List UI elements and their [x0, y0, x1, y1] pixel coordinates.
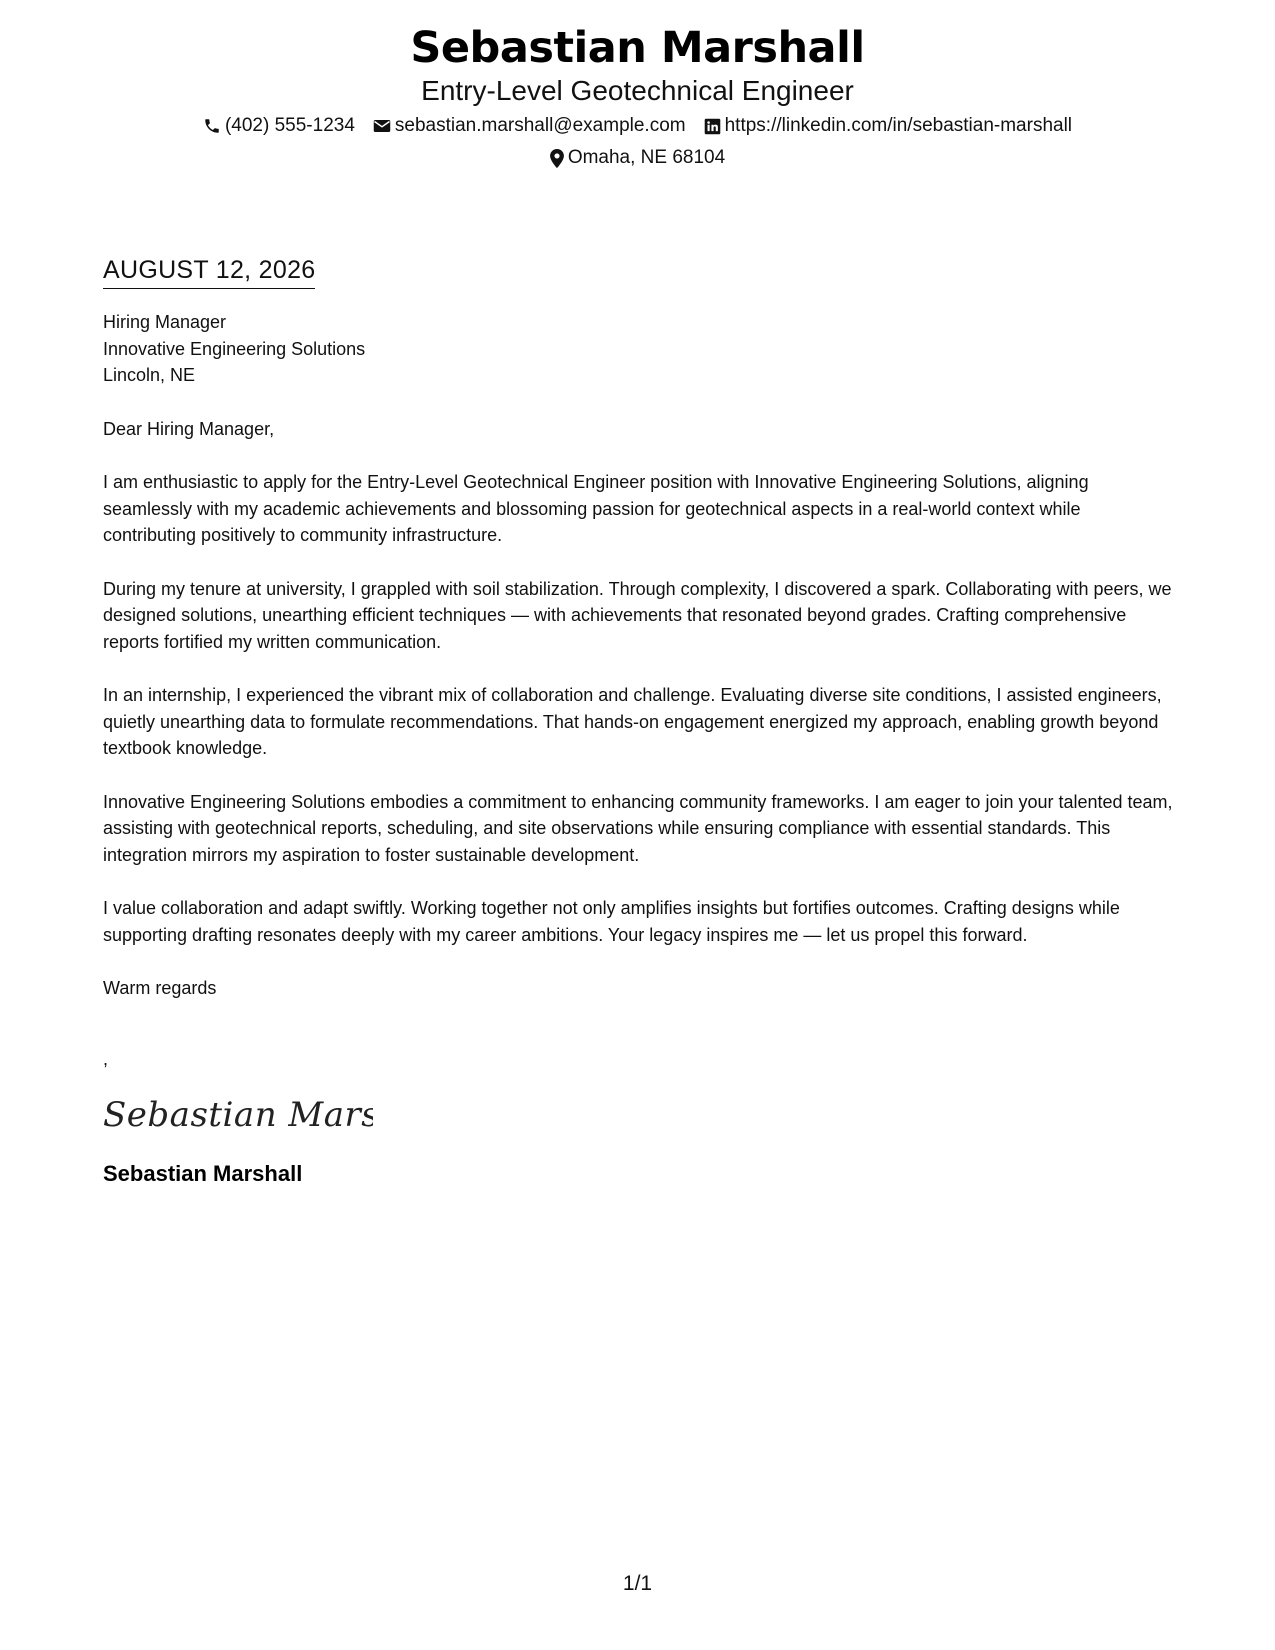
- contact-row: [0, 113, 1275, 139]
- page-number: 1/1: [622, 1572, 653, 1595]
- linkedin-icon: [704, 118, 721, 135]
- letter-date: AUGUST 12, 2026: [103, 254, 315, 289]
- linkedin-link[interactable]: https://linkedin.com/in/sebastian-marshall: [724, 115, 1073, 136]
- recipient-title: Hiring Manager: [103, 312, 227, 332]
- contact-location: [550, 145, 725, 171]
- signature-image: [103, 1088, 1178, 1140]
- contact-phone: [203, 113, 355, 139]
- closing: Warm regards: [103, 978, 217, 998]
- contact-email: [373, 113, 686, 139]
- paragraph: I value collaboration and adapt swiftly. Working together not only amplifies insights but fortifies outcomes. Crafting designs while supporting drafting resonates deeply with my career ambitions. Your legacy inspires me — let us propel this forward.: [103, 898, 1120, 945]
- signature-text: Sebastian Marsh: [103, 1094, 373, 1135]
- contact-linkedin: [704, 113, 1072, 139]
- paragraph: During my tenure at university, I grappled with soil stabilization. Through complexity, I discovered a spark. Collaborating with peers, we designed solutions, unearthing efficient techniques — with achievements that resonated beyond grades. Crafting comprehensive reports fortified my written communication.: [103, 578, 1172, 652]
- contact-row-location: [0, 145, 1275, 171]
- email-link[interactable]: sebastian.marshall@example.com: [394, 115, 686, 136]
- paragraph: Innovative Engineering Solutions embodies a commitment to enhancing community frameworks. I am eager to join your talented team, assisting with geotechnical reports, scheduling, and site observations while ensuring compliance with essential standards. This integration mirrors my aspiration to foster sustainable development.: [103, 791, 1173, 865]
- job-title: Entry-Level Geotechnical Engineer: [421, 75, 854, 106]
- location-text: Omaha, NE 68104: [567, 147, 726, 168]
- applicant-name: Sebastian Marshall: [410, 23, 865, 73]
- map-marker-icon: [550, 149, 564, 168]
- greeting: Dear Hiring Manager,: [103, 418, 275, 439]
- letter-header: [0, 22, 1275, 171]
- phone-text: (402) 555-1234: [224, 115, 355, 136]
- paragraph: I am enthusiastic to apply for the Entry-Level Geotechnical Engineer position with Innovative Engineering Solutions, aligning seamlessly with my academic achievements and blossoming passion for geotechnical aspects in a real-world context while contributing positively to community infrastructure.: [103, 472, 1089, 545]
- recipient-location: Lincoln, NE: [103, 365, 196, 385]
- paragraph: In an internship, I experienced the vibrant mix of collaboration and challenge. Evaluating diverse site conditions, I assisted engineers, quietly unearthing data to formulate recommendations. That hands-on engagement energized my approach, enabling growth beyond textbook knowledge.: [103, 685, 1162, 758]
- closing-comma: ,: [103, 1048, 109, 1069]
- signer-name: Sebastian Marshall: [103, 1160, 303, 1186]
- handwritten-signature: [103, 1088, 373, 1140]
- phone-icon: [203, 117, 221, 135]
- envelope-icon: [373, 118, 391, 134]
- letter-body: [103, 254, 1178, 1188]
- recipient-block: [103, 309, 1178, 389]
- recipient-company: Innovative Engineering Solutions: [103, 338, 366, 359]
